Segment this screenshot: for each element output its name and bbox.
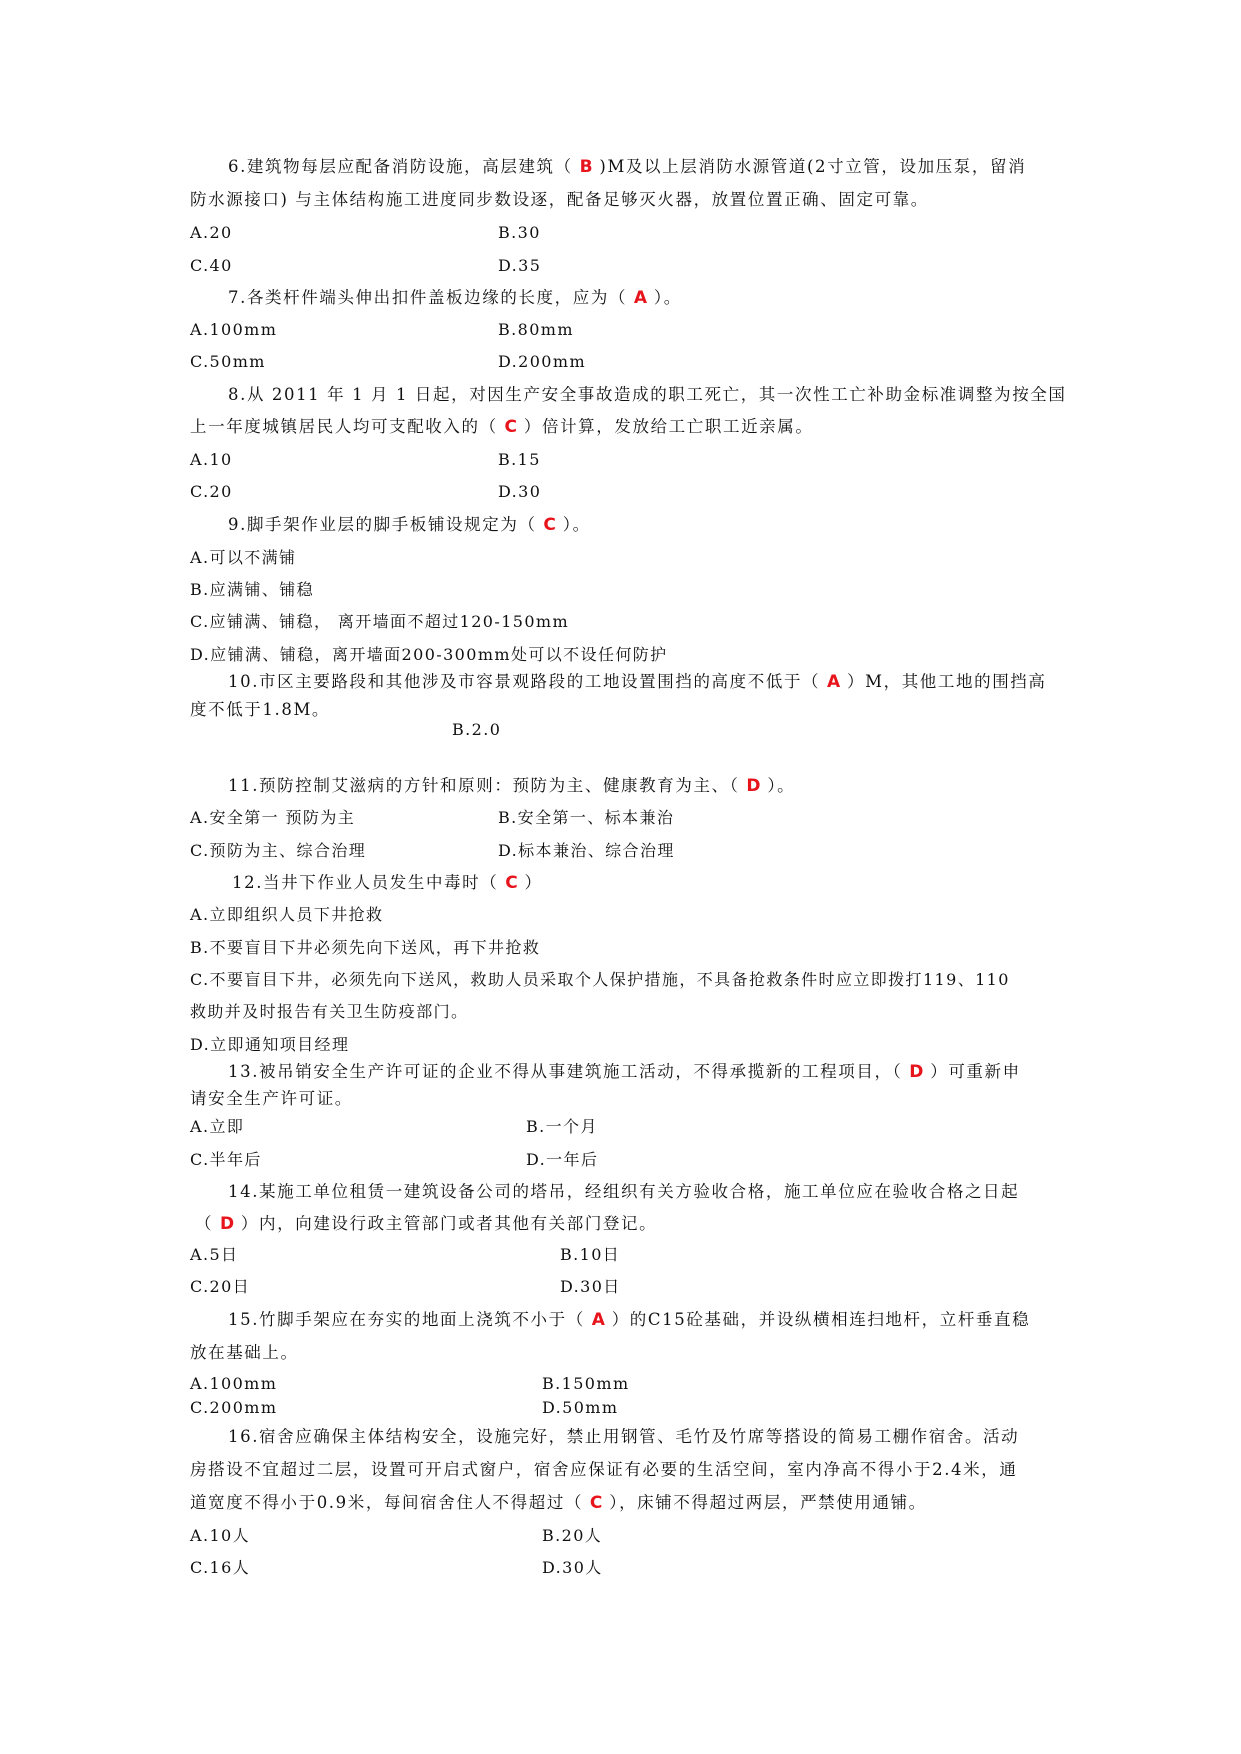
question-11-option-c: C.预防为主、综合治理 [190,841,367,860]
question-8: 8.从 2011 年 1 月 1 日起，对因生产安全事故造成的职工死亡，其一次性工亡补助金标准调整为按全国 [228,385,1067,404]
question-9: 9.脚手架作业层的脚手板铺设规定为（ C ）。 [228,515,591,535]
question-6-answer: B [579,157,593,177]
question-14-line2: （ D ）内，向建设行政主管部门或者其他有关部门登记。 [195,1214,658,1234]
question-16: 16.宿舍应确保主体结构安全，设施完好，禁止用钢管、毛竹及竹席等搭设的简易工棚作宿舍。活动 [228,1427,1020,1446]
question-6-option-a: A.20 [190,223,233,242]
question-13-option-b: B.一个月 [526,1117,598,1136]
question-12-answer: C [505,873,518,893]
question-11-option-b: B.安全第一、标本兼治 [498,808,675,827]
question-14: 14.某施工单位租赁一建筑设备公司的塔吊，经组织有关方验收合格，施工单位应在验收合格之日起 [228,1182,1020,1201]
question-16-option-d: D.30人 [542,1558,603,1577]
question-7-option-b: B.80mm [498,320,574,339]
question-9-answer: C [543,515,556,535]
question-13-option-d: D.一年后 [526,1150,599,1169]
question-12-option-b: B.不要盲目下井必须先向下送风，再下井抢救 [190,938,541,957]
question-15-option-a: A.100mm [190,1374,278,1393]
question-15-answer: A [591,1310,605,1330]
question-9-text: 9.脚手架作业层的脚手板铺设规定为（ [228,515,544,534]
question-11-option-a: A.安全第一 预防为主 [190,808,356,827]
question-14-option-d: D.30日 [560,1277,621,1296]
question-8-line2: 上一年度城镇居民人均可支配收入的（ C ）倍计算，发放给工亡职工近亲属。 [190,417,814,437]
question-8-option-c: C.20 [190,482,233,501]
question-6-line2: 防水源接口) 与主体结构施工进度同步数设逐，配备足够灭火器，放置位置正确、固定可靠。 [190,190,929,209]
question-10-answer: A [827,672,841,692]
question-16-line2: 房搭设不宜超过二层，设置可开启式窗户，宿舍应保证有必要的生活空间，室内净高不得小于2.4米，通 [190,1460,1018,1479]
question-7-option-c: C.50mm [190,352,266,371]
question-14-answer: D [219,1214,235,1234]
question-16-option-c: C.16人 [190,1558,251,1577]
question-12-text: 12.当井下作业人员发生中毒时（ [232,873,506,892]
question-6: 6.建筑物每层应配备消防设施，高层建筑（ B )M及以上层消防水源管道(2寸立管，设加压泵，留消 [228,157,1027,177]
question-7: 7.各类杆件端头伸出扣件盖板边缘的长度，应为（ A ）。 [228,288,682,308]
question-13-option-c: C.半年后 [190,1150,262,1169]
question-15-text: 15.竹脚手架应在夯实的地面上浇筑不小于（ [228,1310,592,1329]
question-12-option-a: A.立即组织人员下井抢救 [190,905,384,924]
question-9-option-b: B.应满铺、铺稳 [190,580,315,599]
question-12: 12.当井下作业人员发生中毒时（ C ） [232,873,543,893]
question-11: 11.预防控制艾滋病的方针和原则：预防为主、健康教育为主、（ D ）。 [228,776,796,796]
question-15-option-c: C.200mm [190,1398,278,1417]
question-10-option-b: B.2.0 [452,720,502,739]
question-15-line2: 放在基础上。 [190,1343,299,1362]
question-6-option-c: C.40 [190,256,233,275]
question-16-option-a: A.10人 [190,1526,250,1545]
question-15-option-d: D.50mm [542,1398,619,1417]
question-13-answer: D [909,1062,924,1082]
question-6-text: 6.建筑物每层应配备消防设施，高层建筑（ [228,157,580,176]
question-11-text: 11.预防控制艾滋病的方针和原则：预防为主、健康教育为主、（ [228,776,747,795]
question-8-option-a: A.10 [190,450,233,469]
question-12-option-c: C.不要盲目下井，必须先向下送风，救助人员采取个人保护措施，不具备抢救条件时应立即拨打119、110 [190,970,1010,989]
question-14-option-c: C.20日 [190,1277,251,1296]
question-8-option-b: B.15 [498,450,541,469]
question-13-text: 13.被吊销安全生产许可证的企业不得从事建筑施工活动，不得承揽新的工程项目，（ [228,1062,910,1081]
question-11-option-d: D.标本兼治、综合治理 [498,841,675,860]
question-7-answer: A [633,288,648,308]
question-16-option-b: B.20人 [542,1526,603,1545]
question-13-line2: 请安全生产许可证。 [190,1089,353,1108]
question-7-option-d: D.200mm [498,352,587,371]
question-6-option-b: B.30 [498,223,541,242]
question-16-line3: 道宽度不得小于0.9米，每间宿舍住人不得超过（ C ），床铺不得超过两层，严禁使用通铺。 [190,1493,927,1513]
question-10-line2: 度不低于1.8M。 [190,700,331,719]
question-13: 13.被吊销安全生产许可证的企业不得从事建筑施工活动，不得承揽新的工程项目，（ D ）可重新申 [228,1062,1021,1082]
question-7-option-a: A.100mm [190,320,278,339]
question-14-option-a: A.5日 [190,1245,239,1264]
question-12-option-d: D.立即通知项目经理 [190,1035,350,1054]
question-9-option-a: A.可以不满铺 [190,548,297,567]
question-16-answer: C [589,1493,603,1513]
question-14-option-b: B.10日 [560,1245,621,1264]
question-8-answer: C [504,417,518,437]
question-11-answer: D [746,776,761,796]
question-15: 15.竹脚手架应在夯实的地面上浇筑不小于（ A ）的C15砼基础，并设纵横相连扫地杆，立杆垂直稳 [228,1310,1031,1330]
question-13-option-a: A.立即 [190,1117,245,1136]
question-8-option-d: D.30 [498,482,542,501]
question-9-option-c: C.应铺满、铺稳， 离开墙面不超过120-150mm [190,612,570,631]
question-9-option-d: D.应铺满、铺稳，离开墙面200-300mm处可以不设任何防护 [190,645,668,664]
question-10: 10.市区主要路段和其他涉及市容景观路段的工地设置围挡的高度不低于（ A ）M，其他工地的围挡高 [228,672,1047,692]
question-7-text: 7.各类杆件端头伸出扣件盖板边缘的长度，应为（ [228,288,634,307]
question-12-option-c-line2: 救助并及时报告有关卫生防疫部门。 [190,1002,469,1021]
question-10-text: 10.市区主要路段和其他涉及市容景观路段的工地设置围挡的高度不低于（ [228,672,827,691]
question-15-option-b: B.150mm [542,1374,630,1393]
question-6-option-d: D.35 [498,256,542,275]
